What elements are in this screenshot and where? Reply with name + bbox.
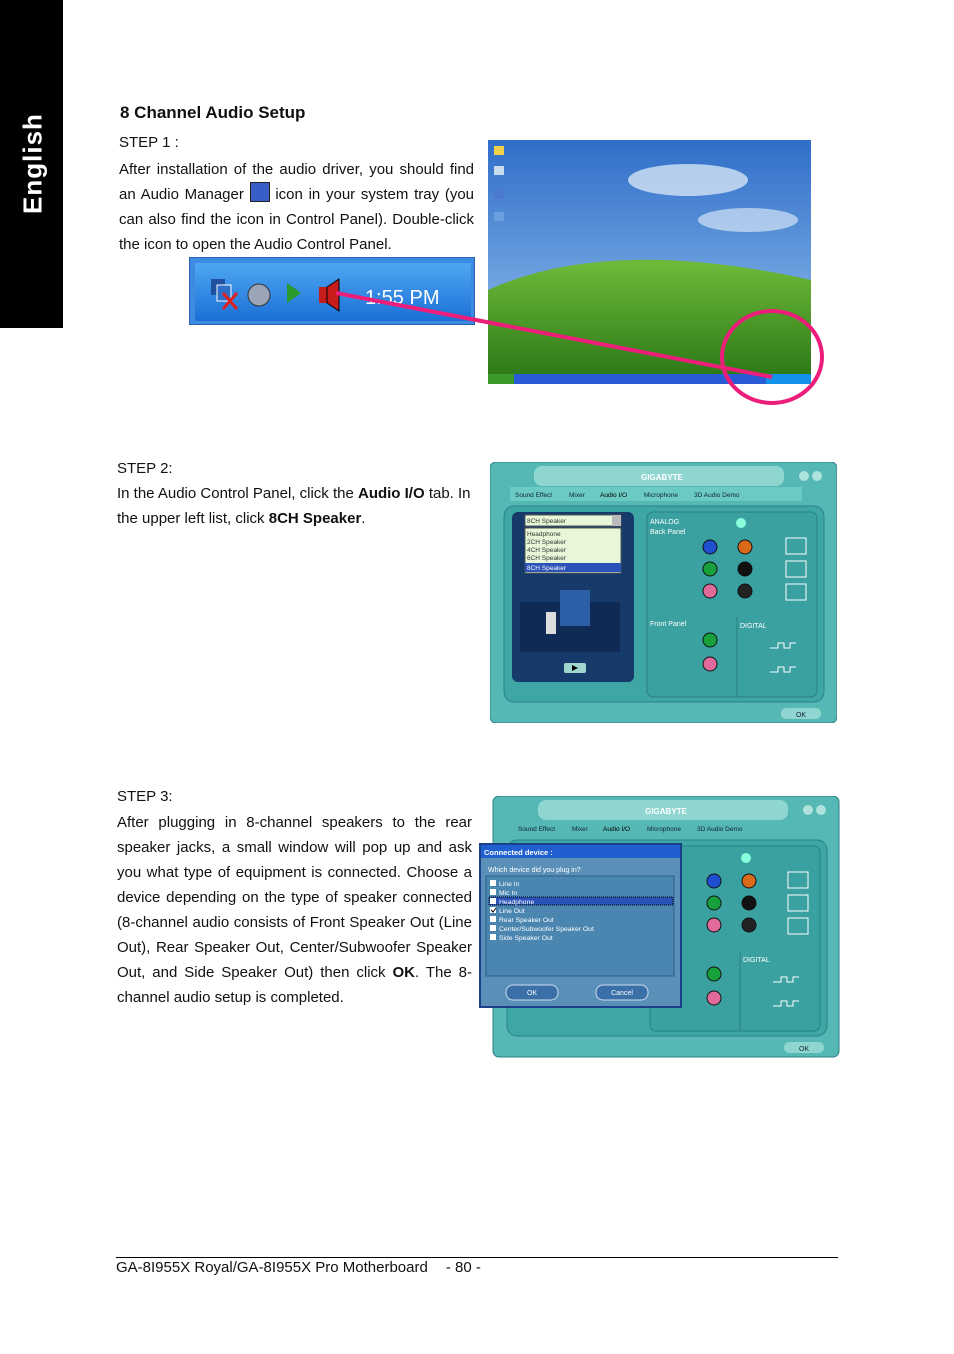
list-item[interactable]: 6CH Speaker <box>527 555 567 562</box>
jack-black-2[interactable] <box>742 918 756 932</box>
list-item-selected[interactable]: 8CH Speaker <box>527 565 567 572</box>
jack-blue[interactable] <box>703 540 717 554</box>
speaker-disc-icon <box>248 284 270 306</box>
dialog-question: Which device did you plug in? <box>488 867 581 874</box>
chevron-down-icon <box>612 515 621 526</box>
section-title: 8 Channel Audio Setup <box>120 103 306 122</box>
jack-green[interactable] <box>703 562 717 576</box>
tab-sound-effect[interactable]: Sound Effect <box>515 492 553 499</box>
page-number: - 80 - <box>445 1259 481 1276</box>
step2-text: In the Audio Control Panel, click the Audio I/O tab. In the upper left list, click 8CH Speaker. <box>117 485 471 527</box>
jack-pink[interactable] <box>703 584 717 598</box>
minimize-button[interactable] <box>799 471 809 481</box>
tray-clock: 1:55 PM <box>365 287 440 309</box>
checkbox-center-subwoofer-out[interactable] <box>490 925 496 931</box>
checkbox-headphone[interactable] <box>490 898 496 904</box>
option-side-speaker-out[interactable]: Side Speaker Out <box>499 935 553 942</box>
language-side-tab <box>0 0 63 328</box>
svg-text:8CH Speaker: 8CH Speaker <box>527 518 567 525</box>
jack-pink[interactable] <box>707 918 721 932</box>
front-jack-pink[interactable] <box>703 657 717 671</box>
callout-circle <box>722 311 822 403</box>
back-panel-label: Back Panel <box>650 529 686 536</box>
svg-text:OK: OK <box>526 990 538 997</box>
option-rear-speaker-out[interactable]: Rear Speaker Out <box>499 917 554 924</box>
digital-label: DIGITAL <box>740 623 767 630</box>
callout-arrow <box>336 293 772 377</box>
option-mic-in[interactable]: Mic In <box>499 890 518 897</box>
close-button[interactable] <box>816 805 826 815</box>
connected-device-dialog <box>480 844 681 1007</box>
jack-black[interactable] <box>738 562 752 576</box>
info-icon[interactable] <box>736 518 746 528</box>
footer <box>116 1259 481 1276</box>
list-item[interactable]: 2CH Speaker <box>527 539 567 546</box>
tab-mixer[interactable]: Mixer <box>572 826 588 833</box>
step2-label: STEP 2: <box>117 460 173 477</box>
close-button[interactable] <box>812 471 822 481</box>
jack-blue[interactable] <box>707 874 721 888</box>
option-center-subwoofer-out[interactable]: Center/Subwoofer Speaker Out <box>499 926 594 933</box>
step3-label: STEP 3: <box>117 788 173 805</box>
jack-green[interactable] <box>707 896 721 910</box>
step3-text: After plugging in 8-channel speakers to the rear speaker jacks, a small window will pop up and ask you what type of equipment is connected. Choose a device depending on the type of speaker connected (8-channel audio consists of Front Speaker Out (Line Out), Rear Speaker Out, Center/Subwoofer Speaker Out, and Side Speaker Out) then click OK. The 8-channel audio setup is completed. <box>117 814 472 1006</box>
front-panel-label: Front Panel <box>650 621 687 628</box>
jack-black[interactable] <box>742 896 756 910</box>
checkbox-side-speaker-out[interactable] <box>490 934 496 940</box>
audio-control-panel-with-dialog <box>478 796 840 1058</box>
front-jack-green[interactable] <box>707 967 721 981</box>
step1-text: After installation of the audio driver, you should find an Audio Manager icon in your system tray (you can also find the icon in Control Panel). Double-click the icon to open the Audio Control Panel. <box>119 161 475 253</box>
audio-manager-icon <box>250 182 270 202</box>
tab-sound-effect[interactable]: Sound Effect <box>518 826 556 833</box>
checkbox-mic-in[interactable] <box>490 889 496 895</box>
brand-logo: GIGABYTE <box>641 473 683 482</box>
list-item[interactable]: 4CH Speaker <box>527 547 567 554</box>
jack-black-2[interactable] <box>738 584 752 598</box>
tab-audio-io[interactable]: Audio I/O <box>600 492 628 499</box>
option-line-in[interactable]: Line In <box>499 881 520 888</box>
option-line-out[interactable]: Line Out <box>499 908 525 915</box>
svg-text:Cancel: Cancel <box>611 990 633 997</box>
list-item[interactable]: Headphone <box>527 531 561 538</box>
svg-text:OK: OK <box>798 1046 810 1053</box>
tab-audio-io[interactable]: Audio I/O <box>603 826 631 833</box>
callout-overlay <box>330 285 830 415</box>
checkbox-line-in[interactable] <box>490 880 496 886</box>
audio-control-panel <box>490 462 837 723</box>
step1-label: STEP 1 : <box>119 134 179 151</box>
option-headphone[interactable]: Headphone <box>499 899 535 906</box>
tab-3d-audio-demo[interactable]: 3D Audio Demo <box>694 492 740 499</box>
front-jack-pink[interactable] <box>707 991 721 1005</box>
footer-model: GA-8I955X Royal/GA-8I955X Pro Motherboard <box>116 1259 428 1276</box>
minimize-button[interactable] <box>803 805 813 815</box>
jack-orange[interactable] <box>738 540 752 554</box>
footer-rule <box>116 1257 838 1258</box>
checkbox-rear-speaker-out[interactable] <box>490 916 496 922</box>
jack-orange[interactable] <box>742 874 756 888</box>
language-label: English <box>17 113 48 214</box>
dialog-title: Connected device : <box>484 848 553 857</box>
brand-logo: GIGABYTE <box>645 807 687 816</box>
front-jack-green[interactable] <box>703 633 717 647</box>
digital-label: DIGITAL <box>743 957 770 964</box>
tab-microphone[interactable]: Microphone <box>647 826 681 833</box>
tab-microphone[interactable]: Microphone <box>644 492 678 499</box>
tab-3d-audio-demo[interactable]: 3D Audio Demo <box>697 826 743 833</box>
svg-text:OK: OK <box>795 712 807 719</box>
tab-mixer[interactable]: Mixer <box>569 492 585 499</box>
analog-label: ANALOG <box>650 519 680 526</box>
info-icon[interactable] <box>741 853 751 863</box>
